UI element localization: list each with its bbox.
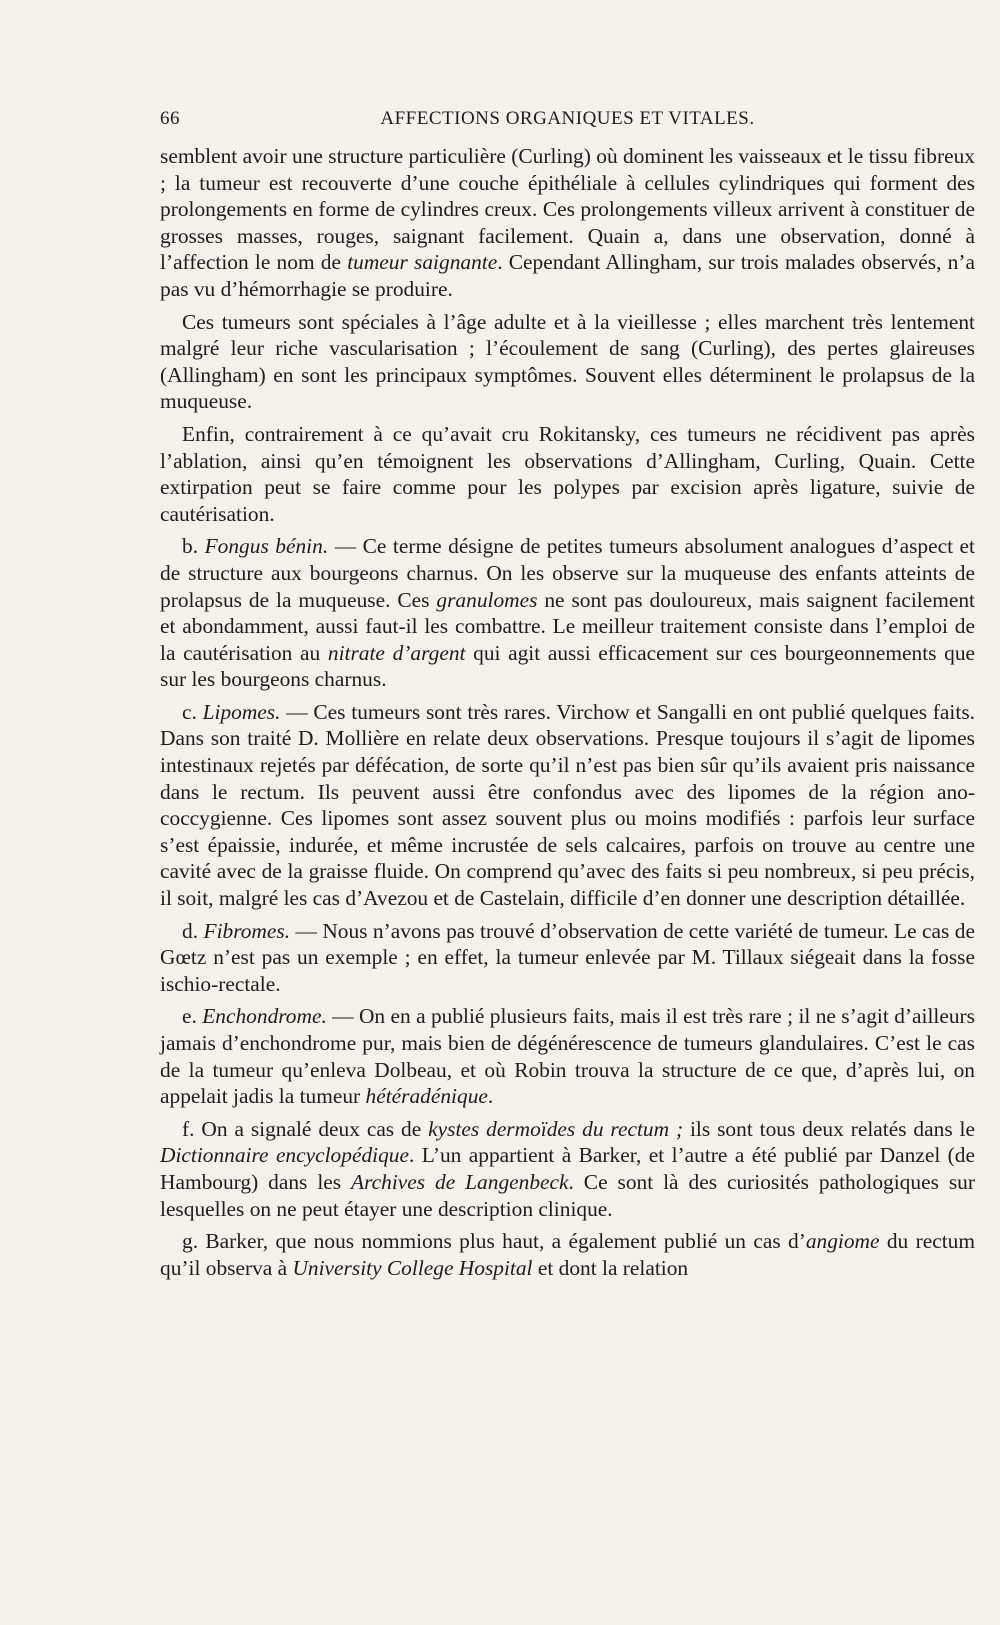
section-title: Fibromes. [203,918,291,943]
paragraph-angiome [160,1228,975,1281]
text-run: ils sont tous deux relatés dans le [683,1116,975,1141]
text-run: — Ce terme désigne de petites tumeurs absolument analogues d’aspect et de structure aux bourgeons charnus. On les observe sur la muqueuse des enfants atteints de prolapsus de la muqueuse. Ces [160,534,975,612]
italic-run: tumeur saignante [347,250,498,275]
text-run: — On en a publié plusieurs faits, mais il est très rare ; il ne s’agit d’ailleurs jamais d’enchondrome pur, mais bien de dégénérescence de tumeurs glandulaires. C’est le cas de la tumeur qu’enleva Dolbeau, et où Robin trouva la structure de ce que, d’après lui, on appelait jadis la tumeur [160,1004,975,1109]
italic-run: Archives de Langenbeck [351,1169,569,1194]
text-run: Ces tumeurs sont spéciales à l’âge adulte et à la vieillesse ; elles marchent très lentement malgré leur riche vascularisation ; l’écoulement de sang (Curling), des pertes glaireuses (Allingham) en sont les principaux symptômes. Souvent elles déterminent le prolapsus de la muqueuse. [160,309,975,414]
text-run: qui agit aussi efficacement sur ces bourgeonnements que sur les bourgeons charnus. [160,640,976,692]
page-header [160,108,975,138]
text-run: du rectum qu’il observa à [160,1229,975,1280]
text-run: . Cependant Allingham, sur trois malades observés, n’a pas vu d’hémorrhagie se produire. [160,250,975,301]
paragraph-enchondrome [160,1003,975,1109]
section-title: Enchondrome. [202,1004,327,1029]
italic-run: Dictionnaire encyclopédique [160,1143,409,1168]
italic-run: hétéradénique [365,1084,488,1109]
italic-run: angiome [805,1229,880,1254]
paragraph-lipomes [160,699,975,912]
text-run: — Ces tumeurs sont très rares. Virchow et Sangalli en ont publié quelques faits. Dans son traité D. Mollière en relate deux observations. Presque toujours il s’agit de lipomes intestinaux rejetés par défécation, de sorte qu’il n’est pas bien sûr qu’ils avaient pris naissance dans le rectum. Ils peuvent aussi être confondus avec des lipomes de la région ano-coccygienne. Ces lipomes sont assez souvent plus ou moins modifiés : parfois leur surface s’est épaissie, indurée, et même incrustée de sels calcaires, parfois on trouve au centre une cavité avec de la graisse fluide. On comprend qu’avec des faits si peu nombreux, si peu précis, il soit, malgré les cas d’Avezou et de Castelain, difficile d’en donner une description détaillée. [160,699,975,911]
section-label: g. [182,1229,199,1254]
text-run: et dont la relation [532,1255,689,1280]
italic-run: granulomes [436,587,538,612]
italic-run: nitrate d’argent [327,640,466,665]
section-label: e. [182,1004,197,1029]
text-run: semblent avoir une structure particulière (Curling) où dominent les vaisseaux et le tissu fibreux ; la tumeur est recouverte d’une couche épithéliale à cellules cylindriques qui forment des prolongements en forme de cylindres creux. Ces prolongements villeux arrivent à constituer de grosses masses, rouges, saignant facilement. Quain a, dans une observation, donné à l’affection le nom de [160,144,975,275]
text-run: . Ce sont là des curiosités pathologiques sur lesquelles on ne peut étayer une description clinique. [160,1169,975,1221]
section-label: d. [182,918,199,943]
section-label: c. [182,699,197,724]
paragraph-kystes-dermoides [160,1116,975,1222]
page-body [160,143,975,1281]
section-title: Lipomes. [202,699,281,724]
italic-run: University College Hospital [292,1255,533,1280]
text-run: — Nous n’avons pas trouvé d’observation de cette variété de tumeur. Le cas de Gœtz n’est pas un exemple ; en effet, la tumeur enlevée par M. Tillaux siégeait dans la fosse ischio-rectale. [160,918,975,996]
text-run: . [487,1084,494,1109]
text-run: . L’un appartient à Barker, et l’autre a été publié par Danzel (de Hambourg) dans les [160,1143,975,1194]
text-run: On a signalé deux cas de [194,1116,429,1141]
section-label: f. [182,1116,195,1141]
section-title: Fongus bénin. [204,534,329,559]
running-head: AFFECTIONS ORGANIQUES ET VITALES. [380,108,755,129]
text-run: Enfin, contrairement à ce qu’avait cru Rokitansky, ces tumeurs ne récidivent pas après l’ablation, ainsi qu’en témoignent les observations d’Allingham, Curling, Quain. Cette extirpation peut se faire comme pour les polypes par excision après ligature, suivie de cautérisation. [160,421,975,526]
section-label: b. [182,534,199,559]
paragraph-fibromes [160,918,975,998]
paragraph-3 [160,421,975,527]
paragraph-1 [160,143,975,303]
text-run: Barker, que nous nommions plus haut, a également publié un cas d’ [198,1229,806,1254]
italic-run: kystes dermoïdes du rectum ; [428,1116,684,1141]
paragraph-2 [160,309,975,415]
page-number: 66 [160,108,180,129]
paragraph-fongus-benin [160,533,975,693]
text-run: ne sont pas douloureux, mais saignent facilement et abondamment, aussi faut-il les combattre. Le meilleur traitement consiste dans l’emploi de la cautérisation au [160,587,975,665]
